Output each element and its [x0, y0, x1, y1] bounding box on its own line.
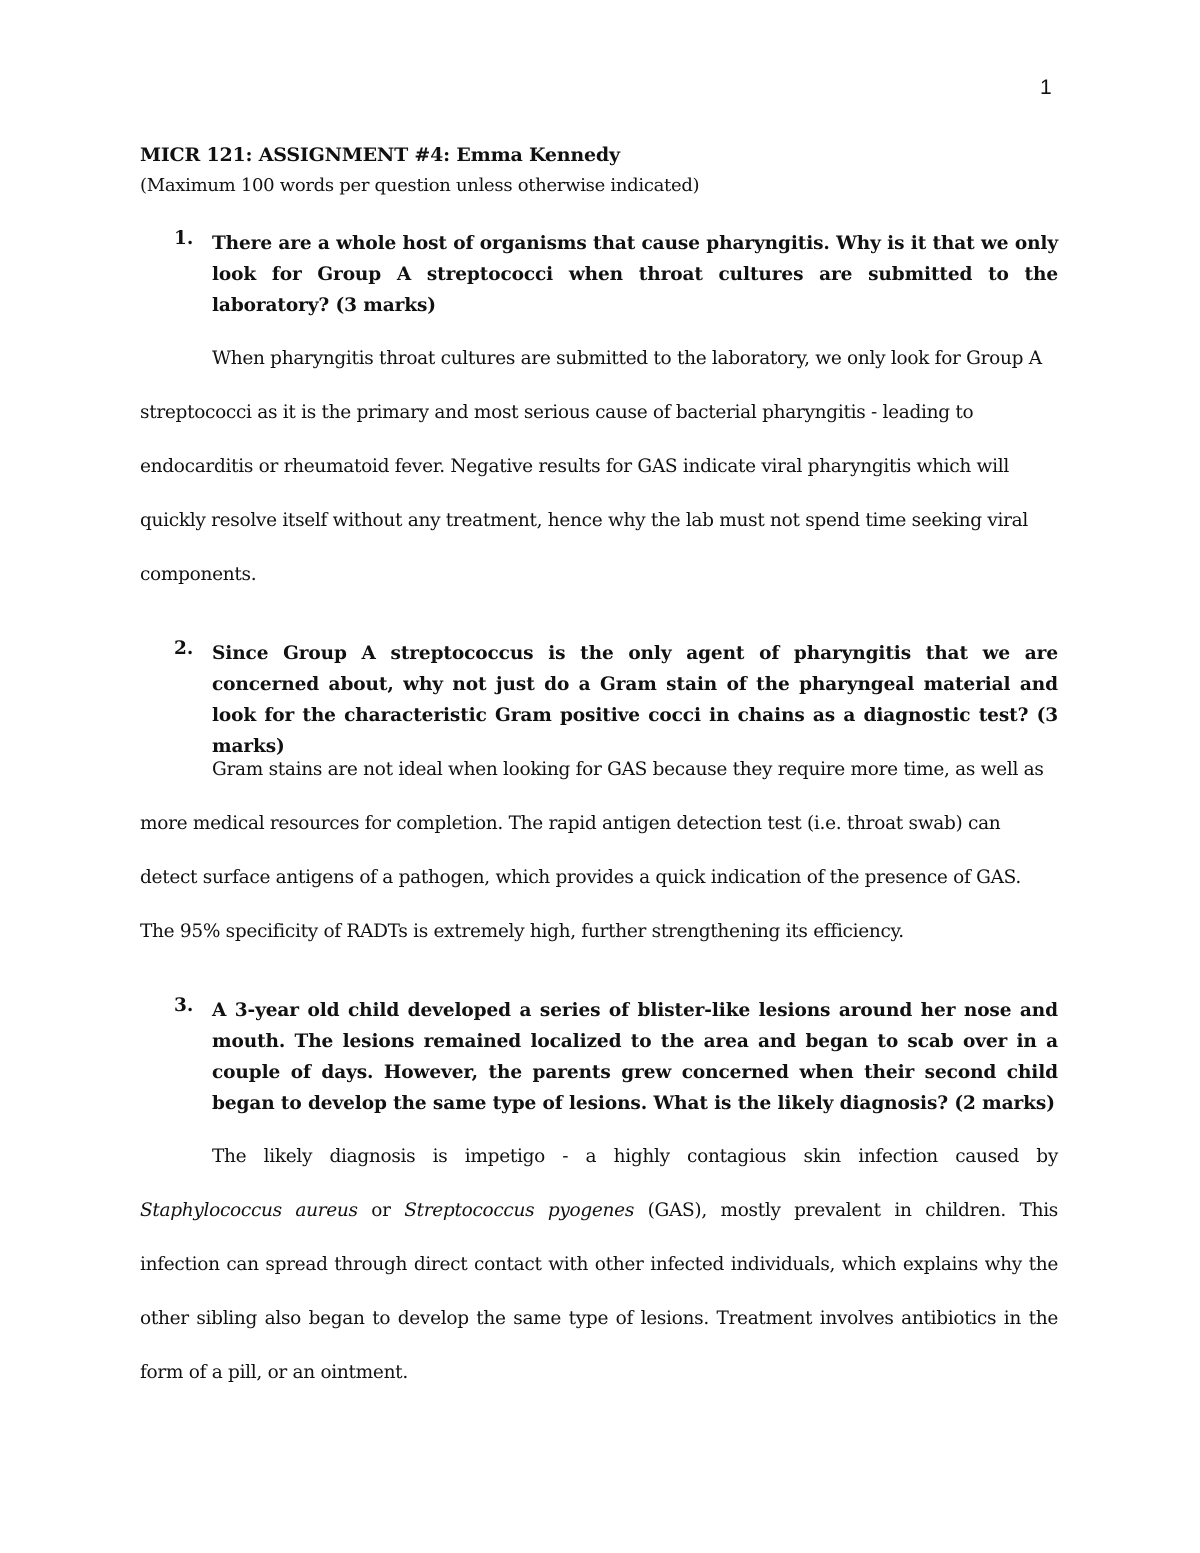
answer-3 [140, 1130, 1058, 1400]
question-number: 2. [174, 638, 194, 659]
question-prompt: There are a whole host of organisms that cause pharyngitis. Why is it that we only look for Group A streptococci when throat cultures are submitted to the laboratory? (3 marks) [212, 233, 1058, 316]
answer-text: (GAS), mostly prevalent in children. This infection can spread through direct contact with other infected individuals, which explains why the other sibling also began to develop the same type of lesions. Treatment involves antibiotics in the form of a pill, or an ointment. [140, 1200, 1059, 1383]
page-number: 1 [1040, 76, 1052, 99]
answer-1: When pharyngitis throat cultures are submitted to the laboratory, we only look for Group A streptococci as it is the primary and most serious cause of bacterial pharyngitis - leading to endocarditis or rheumatoid fever. Negative results for GAS indicate viral pharyngitis which will quickly resolve itself without any treatment, hence why the lab must not spend time seeking viral components. [140, 348, 1042, 585]
answer-2: Gram stains are not ideal when looking for GAS because they require more time, as well as more medical resources for completion. The rapid antigen detection test (i.e. throat swab) can detect surface antigens of a pathogen, which provides a quick indication of the presence of GAS. The 95% specificity of RADTs is extremely high, further strengthening its efficiency. [140, 759, 1044, 942]
answer-text: The likely diagnosis is impetigo - a highly contagious skin infection caused by [212, 1146, 1058, 1167]
answer-text: or [357, 1200, 405, 1221]
document-subtitle: (Maximum 100 words per question unless otherwise indicated) [140, 175, 700, 196]
document-title: MICR 121: ASSIGNMENT #4: Emma Kennedy [140, 144, 620, 166]
question-prompt: A 3-year old child developed a series of blister-like lesions around her nose and mouth. The lesions remained localized to the area and began to scab over in a couple of days. However, the parents grew concerned when their second child began to develop the same type of lesions. What is the likely diagnosis? (2 marks) [212, 1000, 1058, 1114]
question-number: 3. [174, 995, 194, 1016]
organism-name: Staphylococcus aureus [140, 1200, 358, 1221]
question-prompt: Since Group A streptococcus is the only agent of pharyngitis that we are concerned about, why not just do a Gram stain of the pharyngeal material and look for the characteristic Gram positive cocci in chains as a diagnostic test? (3 marks) [212, 643, 1058, 757]
question-number: 1. [174, 228, 194, 249]
organism-name: Streptococcus pyogenes [404, 1200, 635, 1221]
